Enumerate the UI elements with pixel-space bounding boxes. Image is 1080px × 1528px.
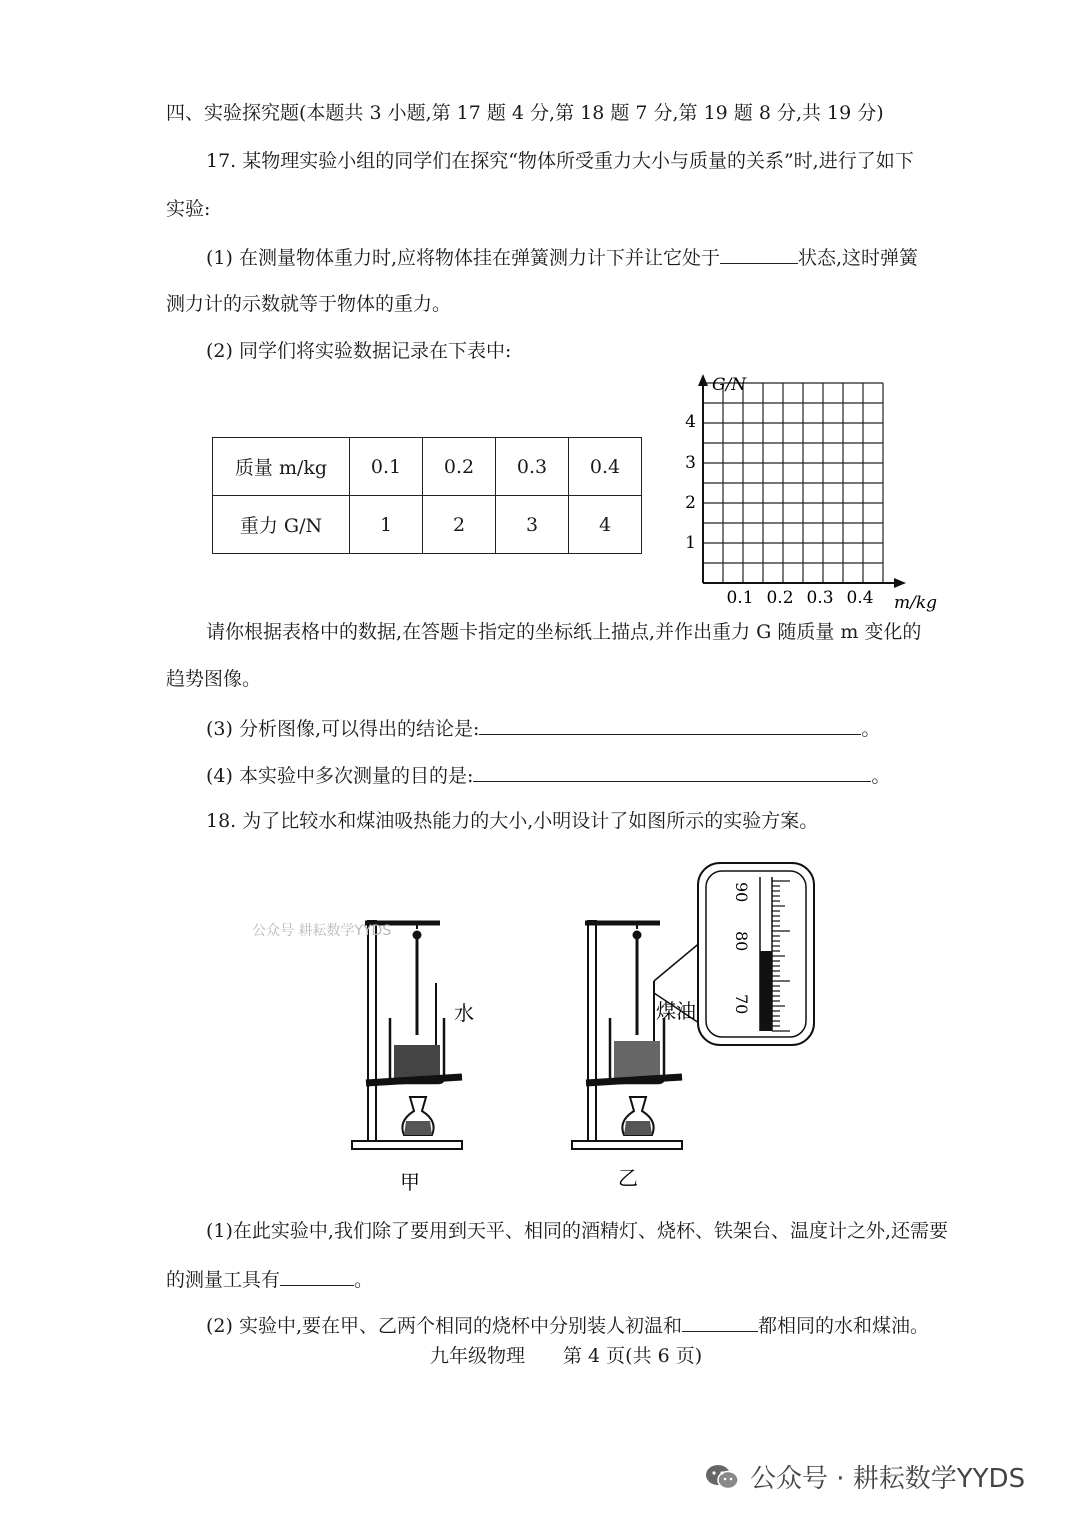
q18-stem: 18. 为了比较水和煤油吸热能力的大小,小明设计了如图所示的实验方案。: [206, 810, 819, 832]
table-cell: 0.3: [496, 438, 569, 496]
x-tick-label: 0.3: [806, 588, 834, 608]
footer: [430, 1343, 702, 1369]
table-cell: 重力 G/N: [213, 496, 350, 554]
q17-stem-line1: 17. 某物理实验小组的同学们在探究“物体所受重力大小与质量的关系”时,进行了如下: [206, 150, 914, 172]
table-cell: 质量 m/kg: [213, 438, 350, 496]
apparatus-figure: [240, 855, 840, 1200]
thermo-label-70: 70: [732, 994, 751, 1015]
thermo-label-90: 90: [732, 882, 751, 903]
table-cell: 0.1: [350, 438, 423, 496]
label-kerosene: 煤油: [656, 999, 696, 1023]
q18-part1-text: 的测量工具有: [166, 1269, 281, 1291]
q18-part2-answer-blank[interactable]: [682, 1311, 758, 1332]
watermark-bottom: [704, 1458, 1025, 1495]
q17-part1-line1: [206, 243, 918, 271]
stand-jia: [352, 921, 462, 1149]
grid-lines: [703, 383, 883, 583]
q18-part1-answer-blank[interactable]: [280, 1265, 354, 1286]
q18-part1-end: 。: [354, 1269, 374, 1291]
q17-instruction-line2: 趋势图像。: [166, 668, 262, 690]
table-cell: 2: [423, 496, 496, 554]
data-table: [212, 437, 642, 554]
thermo-label-80: 80: [732, 931, 751, 952]
q17-part3-text: (3) 分析图像,可以得出的结论是:: [206, 718, 480, 740]
q17-stem-line2: 实验:: [166, 198, 211, 220]
q17-instruction-line1: 请你根据表格中的数据,在答题卡指定的坐标纸上描点,并作出重力 G 随质量 m 变化的: [206, 621, 922, 643]
x-axis-label: m/kg: [894, 593, 938, 613]
y-tick-label: 3: [685, 453, 696, 473]
footer-subject: 九年级物理: [430, 1345, 526, 1367]
wechat-icon: [704, 1462, 740, 1492]
table-cell: 1: [350, 496, 423, 554]
stand-yi: [572, 921, 702, 1149]
q18-part1-line2: [166, 1265, 373, 1293]
table-cell: 0.4: [569, 438, 642, 496]
q17-part3: [206, 714, 880, 742]
x-tick-label: 0.1: [726, 588, 754, 608]
watermark-mid: 公众号 耕耘数学YYDS: [252, 923, 392, 939]
q18-part2: [206, 1311, 929, 1339]
q18-part2-text-a: (2) 实验中,要在甲、乙两个相同的烧杯中分别装人初温和: [206, 1315, 682, 1337]
y-tick-label: 4: [685, 412, 696, 432]
label-jia: 甲: [400, 1170, 420, 1194]
table-cell: 4: [569, 496, 642, 554]
q17-part2: (2) 同学们将实验数据记录在下表中:: [206, 340, 512, 362]
q17-part4-text: (4) 本实验中多次测量的目的是:: [206, 765, 474, 787]
y-axis-arrow: [698, 374, 708, 386]
table-row-mass: [213, 438, 642, 496]
q17-part1-line2: 测力计的示数就等于物体的重力。: [166, 293, 452, 315]
table-cell: 0.2: [423, 438, 496, 496]
q17-part1-text-a: (1) 在测量物体重力时,应将物体挂在弹簧测力计下并让它处于: [206, 247, 720, 269]
grid-chart: [670, 370, 950, 620]
y-tick-label: 2: [685, 493, 696, 513]
footer-page: 第 4 页(共 6 页): [563, 1345, 703, 1367]
q17-part4-answer-blank[interactable]: [473, 761, 871, 782]
period: 。: [861, 718, 881, 740]
label-water: 水: [454, 1001, 474, 1025]
q17-part3-answer-blank[interactable]: [479, 714, 861, 735]
thermometer-callout: [698, 863, 814, 1045]
x-tick-label: 0.4: [846, 588, 874, 608]
period: 。: [871, 765, 891, 787]
label-yi: 乙: [618, 1166, 638, 1190]
watermark-bottom-text: 公众号 · 耕耘数学YYDS: [750, 1464, 1026, 1494]
q17-part1-answer-blank[interactable]: [720, 243, 798, 264]
section-header: 四、实验探究题(本题共 3 小题,第 17 题 4 分,第 18 题 7 分,第 19 题 8 分,共 19 分): [166, 102, 884, 124]
x-axis-arrow: [894, 578, 906, 588]
q18-part1-line1: (1)在此实验中,我们除了要用到天平、相同的酒精灯、烧杯、铁架台、温度计之外,还需要: [206, 1220, 948, 1242]
q17-part1-text-b: 状态,这时弹簧: [798, 247, 919, 269]
y-tick-label: 1: [685, 533, 696, 553]
table-row-gravity: [213, 496, 642, 554]
table-cell: 3: [496, 496, 569, 554]
q17-part4: [206, 761, 890, 789]
q18-part2-text-b: 都相同的水和煤油。: [758, 1315, 930, 1337]
y-axis-label: G/N: [712, 375, 747, 395]
x-tick-label: 0.2: [766, 588, 794, 608]
